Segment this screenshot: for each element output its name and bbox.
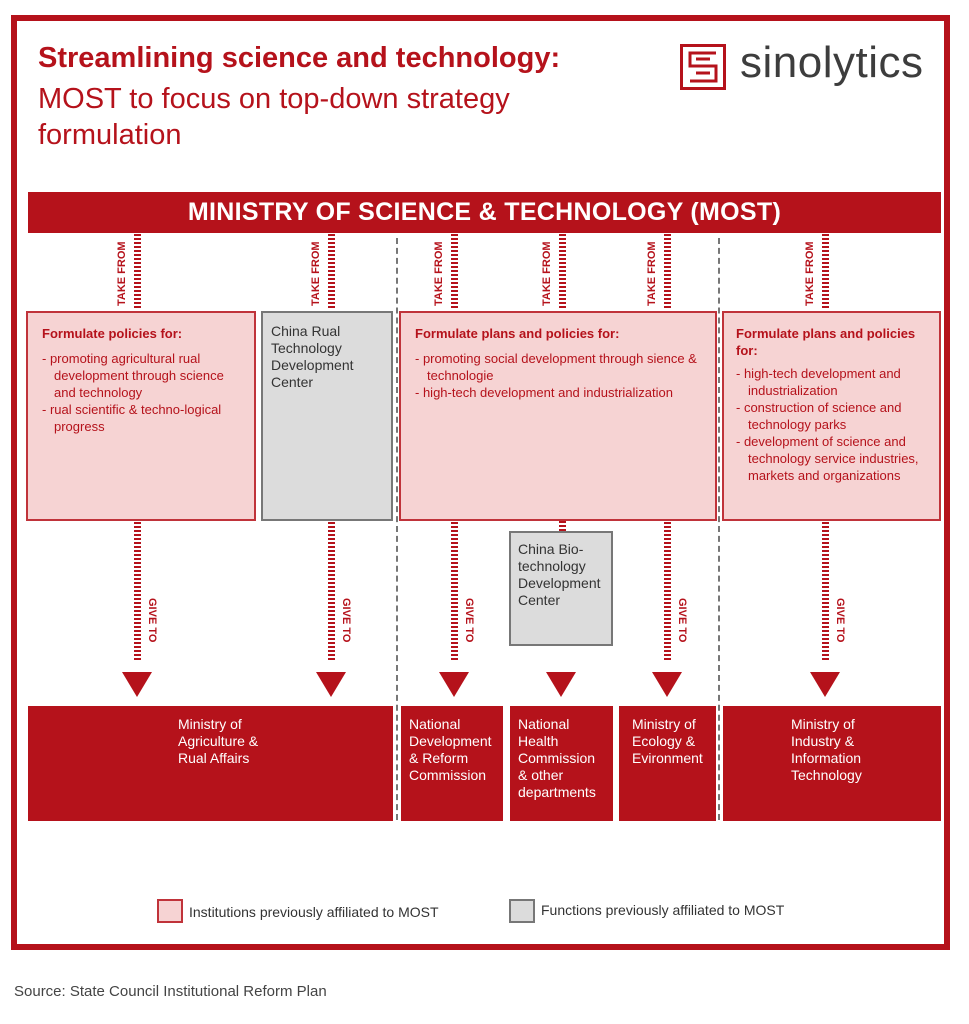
take-from-stripe	[328, 234, 335, 310]
give-to-label: GIVE TO	[676, 598, 688, 643]
give-to-label: GIVE TO	[146, 598, 158, 643]
legend-institutions-label: Institutions previously affiliated to MOST	[189, 904, 439, 920]
list-item: - development of science and technology service industries, markets and organizations	[736, 433, 927, 484]
give-to-stripe	[664, 522, 671, 662]
social-policy-list	[415, 350, 701, 401]
give-to-stripe	[822, 522, 829, 662]
title-sub: MOST to focus on top-down strategy formulation	[38, 83, 510, 151]
social-policy-heading: Formulate plans and policies for:	[415, 326, 620, 341]
down-arrow-icon	[316, 672, 346, 697]
column-divider	[396, 238, 398, 820]
logo-text: sinolytics	[740, 38, 924, 87]
agri-policy-heading: Formulate policies for:	[42, 326, 183, 341]
take-from-label: TAKE FROM	[116, 241, 128, 306]
take-from-label: TAKE FROM	[310, 241, 322, 306]
rual-tech-center-label: China Rual Technology Development Center	[271, 323, 354, 390]
down-arrow-icon	[439, 672, 469, 697]
take-from-stripe	[559, 234, 566, 310]
down-arrow-icon	[810, 672, 840, 697]
down-arrow-icon	[652, 672, 682, 697]
list-item: - construction of science and technology parks	[736, 399, 927, 433]
take-from-label: TAKE FROM	[541, 241, 553, 306]
title-bold: Streamlining science and technology:	[38, 42, 561, 74]
take-from-stripe	[451, 234, 458, 310]
industry-policy-heading: Formulate plans and policies for:	[736, 326, 916, 358]
legend-swatch-functions	[509, 899, 535, 923]
take-from-label: TAKE FROM	[646, 241, 658, 306]
give-to-label: GIVE TO	[340, 598, 352, 643]
take-from-label: TAKE FROM	[433, 241, 445, 306]
dest-ecology	[619, 706, 716, 821]
dest-agriculture	[28, 706, 393, 821]
industry-policy-list	[736, 365, 927, 484]
down-arrow-icon	[546, 672, 576, 697]
dest-ndrc-label: National Development & Reform Commission	[409, 716, 492, 783]
dest-health-label: National Health Commission & other departments	[518, 716, 596, 800]
dest-miit-label: Ministry of Industry & Information Technology	[791, 716, 862, 783]
list-item: - high-tech development and industrialization	[415, 384, 701, 401]
give-to-stripe	[451, 522, 458, 662]
most-banner: MINISTRY OF SCIENCE & TECHNOLOGY (MOST)	[28, 192, 941, 233]
rual-tech-center-box	[261, 311, 393, 521]
list-item: - high-tech development and industrialization	[736, 365, 927, 399]
down-arrow-icon	[122, 672, 152, 697]
give-to-stripe	[328, 522, 335, 662]
take-from-label: TAKE FROM	[804, 241, 816, 306]
list-item: - promoting social development through sience & technologie	[415, 350, 701, 384]
connector-stripe	[559, 521, 566, 531]
dest-ecology-label: Ministry of Ecology & Evironment	[632, 716, 703, 766]
give-to-label: GIVE TO	[834, 598, 846, 643]
list-item: - promoting agricultural rual development through science and technology	[42, 350, 240, 401]
bio-tech-center-label: China Bio-technology Development Center	[518, 541, 601, 608]
dest-ndrc	[401, 706, 503, 821]
dest-miit	[723, 706, 941, 821]
column-divider	[718, 238, 720, 820]
industry-policy-box	[722, 311, 941, 521]
social-policy-box	[399, 311, 717, 521]
agri-policy-list	[42, 350, 240, 435]
sinolytics-logo-icon	[680, 44, 726, 95]
list-item: - rual scientific & techno-logical progress	[42, 401, 240, 435]
give-to-label: GIVE TO	[463, 598, 475, 643]
source-note: Source: State Council Institutional Reform Plan	[14, 983, 327, 1000]
dest-agriculture-label: Ministry of Agriculture & Rual Affairs	[178, 716, 259, 766]
legend-swatch-institutions	[157, 899, 183, 923]
take-from-stripe	[664, 234, 671, 310]
give-to-stripe	[134, 522, 141, 662]
take-from-stripe	[134, 234, 141, 310]
dest-health	[510, 706, 613, 821]
legend-functions-label: Functions previously affiliated to MOST	[541, 902, 785, 918]
agri-policy-box	[26, 311, 256, 521]
bio-tech-center-box	[509, 531, 613, 646]
take-from-stripe	[822, 234, 829, 310]
